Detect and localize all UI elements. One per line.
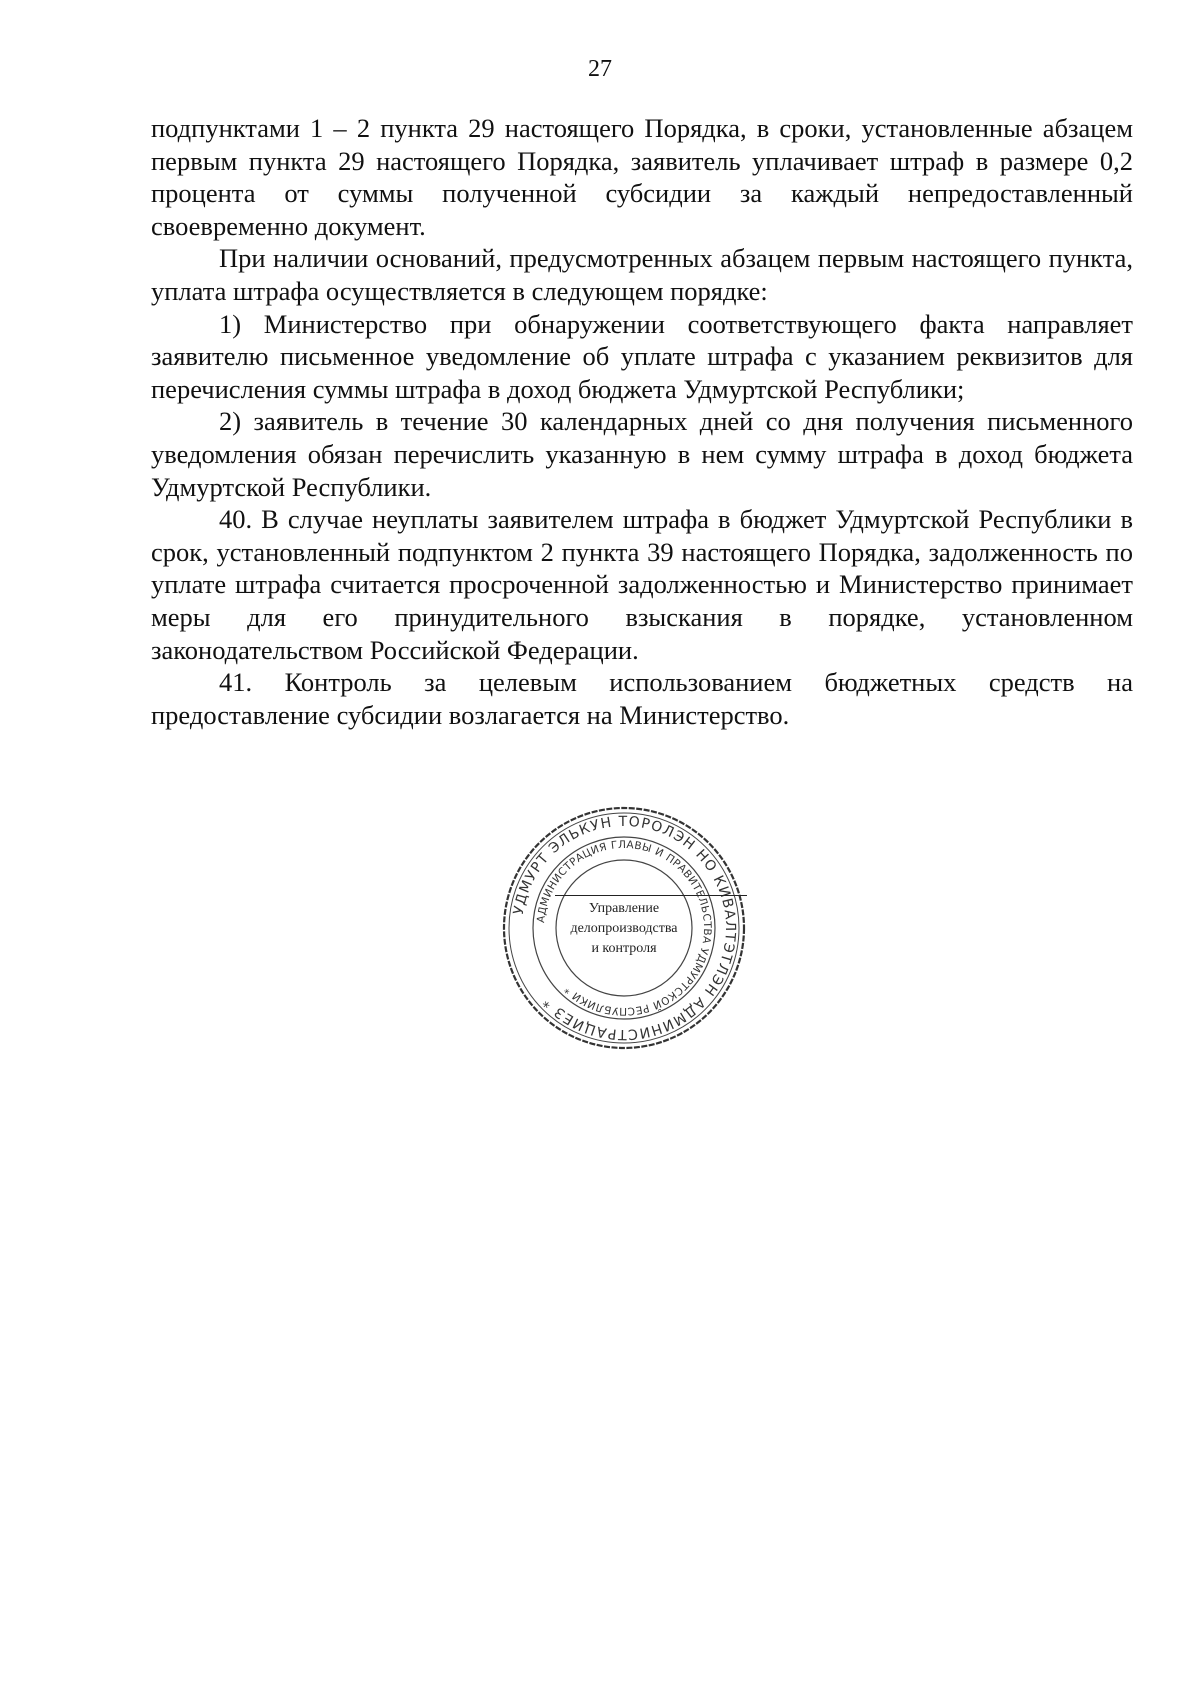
- seal-outer-text: УДМУРТ ЭЛЬКУН ТОРОЛЭН НО КИВАЛТЭТЛЭН АДМИНИСТРАЦИЕЗ *: [510, 813, 739, 1043]
- paragraph-4: 2) заявитель в течение 30 календарных дней со дня получения письменного уведомления обязан перечислить указанную в нем сумму штрафа в доход бюджета Удмуртской Республики.: [151, 406, 1133, 502]
- official-seal: [500, 804, 748, 1052]
- seal-center-line-1: Управление: [588, 901, 660, 916]
- seal-center-line-3: и контроля: [591, 941, 657, 956]
- paragraph-5: 40. В случае неуплаты заявителем штрафа в бюджет Удмуртской Республики в срок, установленный подпунктом 2 пункта 39 настоящего Порядка, задолженность по уплате штрафа считается просроченной задолженностью и Министерство принимает меры для его принудительного взыскания в порядке, установленном законодательством Российской Федерации.: [151, 504, 1133, 665]
- paragraph-1: подпунктами 1 – 2 пункта 29 настоящего Порядка, в сроки, установленные абзацем первым пункта 29 настоящего Порядка, заявитель уплачивает штраф в размере 0,2 процента от суммы полученной субсидии за каждый непредоставленный своевременно документ.: [151, 113, 1133, 241]
- paragraph-2: При наличии оснований, предусмотренных абзацем первым настоящего пункта, уплата штрафа осуществляется в следующем порядке:: [151, 243, 1133, 306]
- seal-inner-text: АДМИНИСТРАЦИЯ ГЛАВЫ И ПРАВИТЕЛЬСТВА УДМУРТСКОЙ РЕСПУБЛИКИ *: [535, 838, 714, 1018]
- paragraph-6: 41. Контроль за целевым использованием бюджетных средств на предоставление субсидии возлагается на Министерство.: [151, 667, 1133, 730]
- paragraph-3: 1) Министерство при обнаружении соответствующего факта направляет заявителю письменное уведомление об уплате штрафа с указанием реквизитов для перечисления суммы штрафа в доход бюджета Удмуртской Республики;: [151, 308, 1133, 404]
- seal-graphic: [500, 804, 748, 1052]
- seal-center-line-2: делопроизводства: [570, 921, 678, 936]
- document-body: [151, 112, 1133, 731]
- signature-line: [555, 895, 747, 896]
- page-number: 27: [588, 56, 612, 82]
